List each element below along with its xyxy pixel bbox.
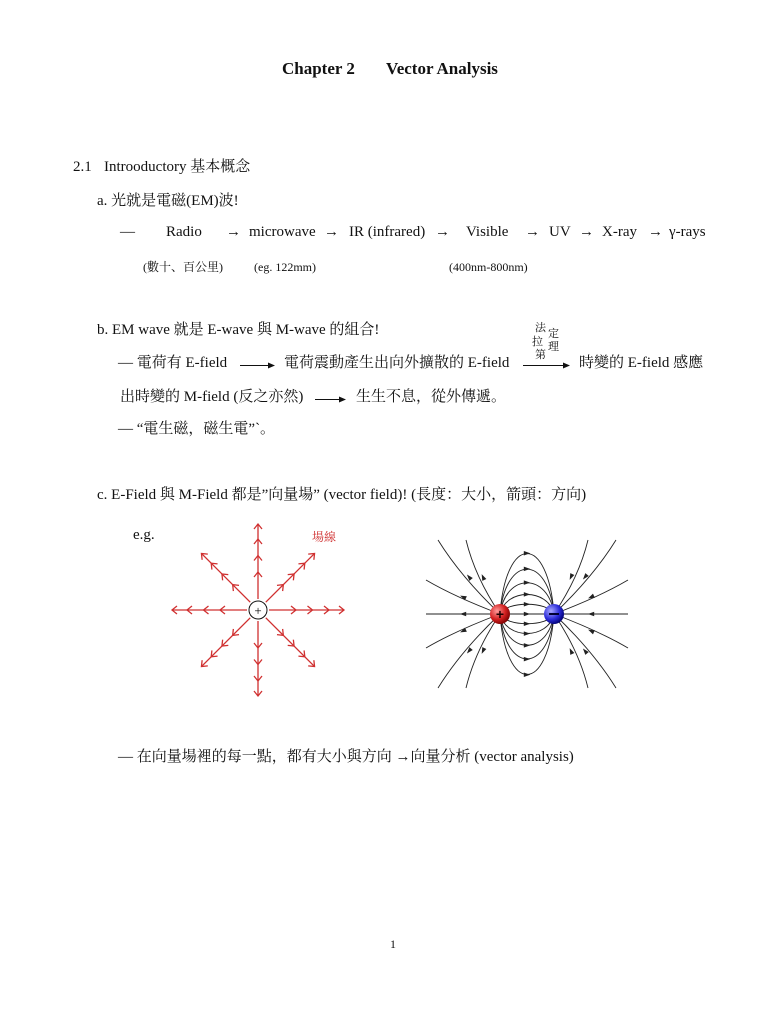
spectrum-arrow: →	[435, 224, 450, 240]
law-char: 定	[548, 328, 559, 340]
page-number: 1	[390, 937, 396, 951]
dipole-arrowhead	[524, 567, 530, 571]
spectrum-gamma: γ-rays	[669, 224, 706, 240]
visible-range-note: (400nm-800nm)	[449, 260, 528, 274]
section-title: Introoductory 基本概念	[104, 159, 251, 175]
dipole-field-diagram	[428, 540, 628, 690]
item-b-heading: b. EM wave 就是 E-wave 與 M-wave 的組合!	[97, 322, 380, 338]
dipole-arrowhead	[524, 602, 530, 606]
vector-analysis-conclusion: — 在向量場裡的每一點，都有大小與方向 →向量分析 (vector analysis)	[118, 749, 574, 765]
dipole-arrowhead	[524, 643, 530, 647]
dipole-arrowhead	[524, 551, 530, 555]
field-line	[201, 553, 250, 602]
dipole-arrowhead	[482, 574, 487, 581]
spectrum-visible: Visible	[466, 224, 509, 240]
long-arrow-icon	[240, 362, 276, 370]
spectrum-arrow: →	[579, 224, 594, 240]
chapter-label: Chapter 2	[282, 59, 355, 78]
spectrum-arrow: →	[226, 224, 241, 240]
long-arrow-icon	[523, 362, 571, 370]
dipole-arrowhead	[588, 612, 594, 616]
b-line1-part1: — 電荷有 E-field	[118, 355, 228, 371]
dipole-arrowhead	[524, 612, 530, 616]
charge-symbol: +	[254, 603, 262, 618]
eg-label: e.g.	[133, 527, 155, 543]
spectrum-ir: IR (infrared)	[349, 224, 426, 240]
law-char: 第	[535, 349, 546, 361]
dipole-arrowhead	[460, 612, 466, 616]
microwave-example-note: (eg. 122mm)	[254, 260, 316, 274]
point-charge-field-diagram	[160, 520, 360, 706]
dipole-arrowhead	[524, 631, 530, 635]
dipole-arrowhead	[588, 594, 595, 599]
positive-sign: +	[495, 606, 505, 622]
section-number: 2.1	[73, 159, 92, 175]
b-line2-part1: 出時變的 M-field (反之亦然)	[120, 389, 304, 405]
field-line	[201, 618, 250, 667]
spectrum-radio: Radio	[166, 224, 202, 240]
spectrum-arrow: →	[525, 224, 540, 240]
item-c-heading: c. E-Field 與 M-Field 都是”向量場” (vector field)! (長度：大小，箭頭：方向)	[97, 487, 587, 503]
b-line1-part2: 電荷震動產生出向外擴散的 E-field	[284, 355, 510, 371]
spectrum-arrow: →	[324, 224, 339, 240]
field-lines-label: 場線	[312, 530, 337, 544]
dipole-arrowhead	[524, 673, 530, 677]
spectrum-xray: X-ray	[602, 224, 637, 240]
b-line2-part2: 生生不息，從外傳遞。	[356, 389, 507, 405]
law-char: 拉	[532, 336, 543, 348]
law-char: 法	[535, 322, 546, 334]
spectrum-arrow: →	[648, 224, 663, 240]
long-arrow-icon	[315, 396, 347, 404]
dipole-arrowhead	[524, 592, 530, 596]
dipole-arrowhead	[524, 580, 530, 584]
dipole-arrowhead	[482, 647, 487, 654]
spectrum-microwave: microwave	[249, 224, 316, 240]
spectrum-uv: UV	[549, 224, 571, 240]
dipole-arrowhead	[524, 657, 530, 661]
field-line	[266, 618, 315, 667]
item-a-heading: a. 光就是電磁(EM)波!	[97, 193, 239, 209]
field-line	[266, 553, 315, 602]
spectrum-dash: —	[120, 224, 135, 240]
b-line1-part3: 時變的 E-field 感應	[579, 355, 704, 371]
page-title: Vector Analysis	[386, 59, 498, 78]
b-line3: — “電生磁，磁生電”`。	[118, 421, 276, 437]
dipole-arrowhead	[524, 622, 530, 626]
law-char: 理	[548, 341, 559, 353]
dipole-arrowhead	[588, 630, 595, 635]
radio-range-note: (數十、百公里)	[143, 260, 223, 274]
